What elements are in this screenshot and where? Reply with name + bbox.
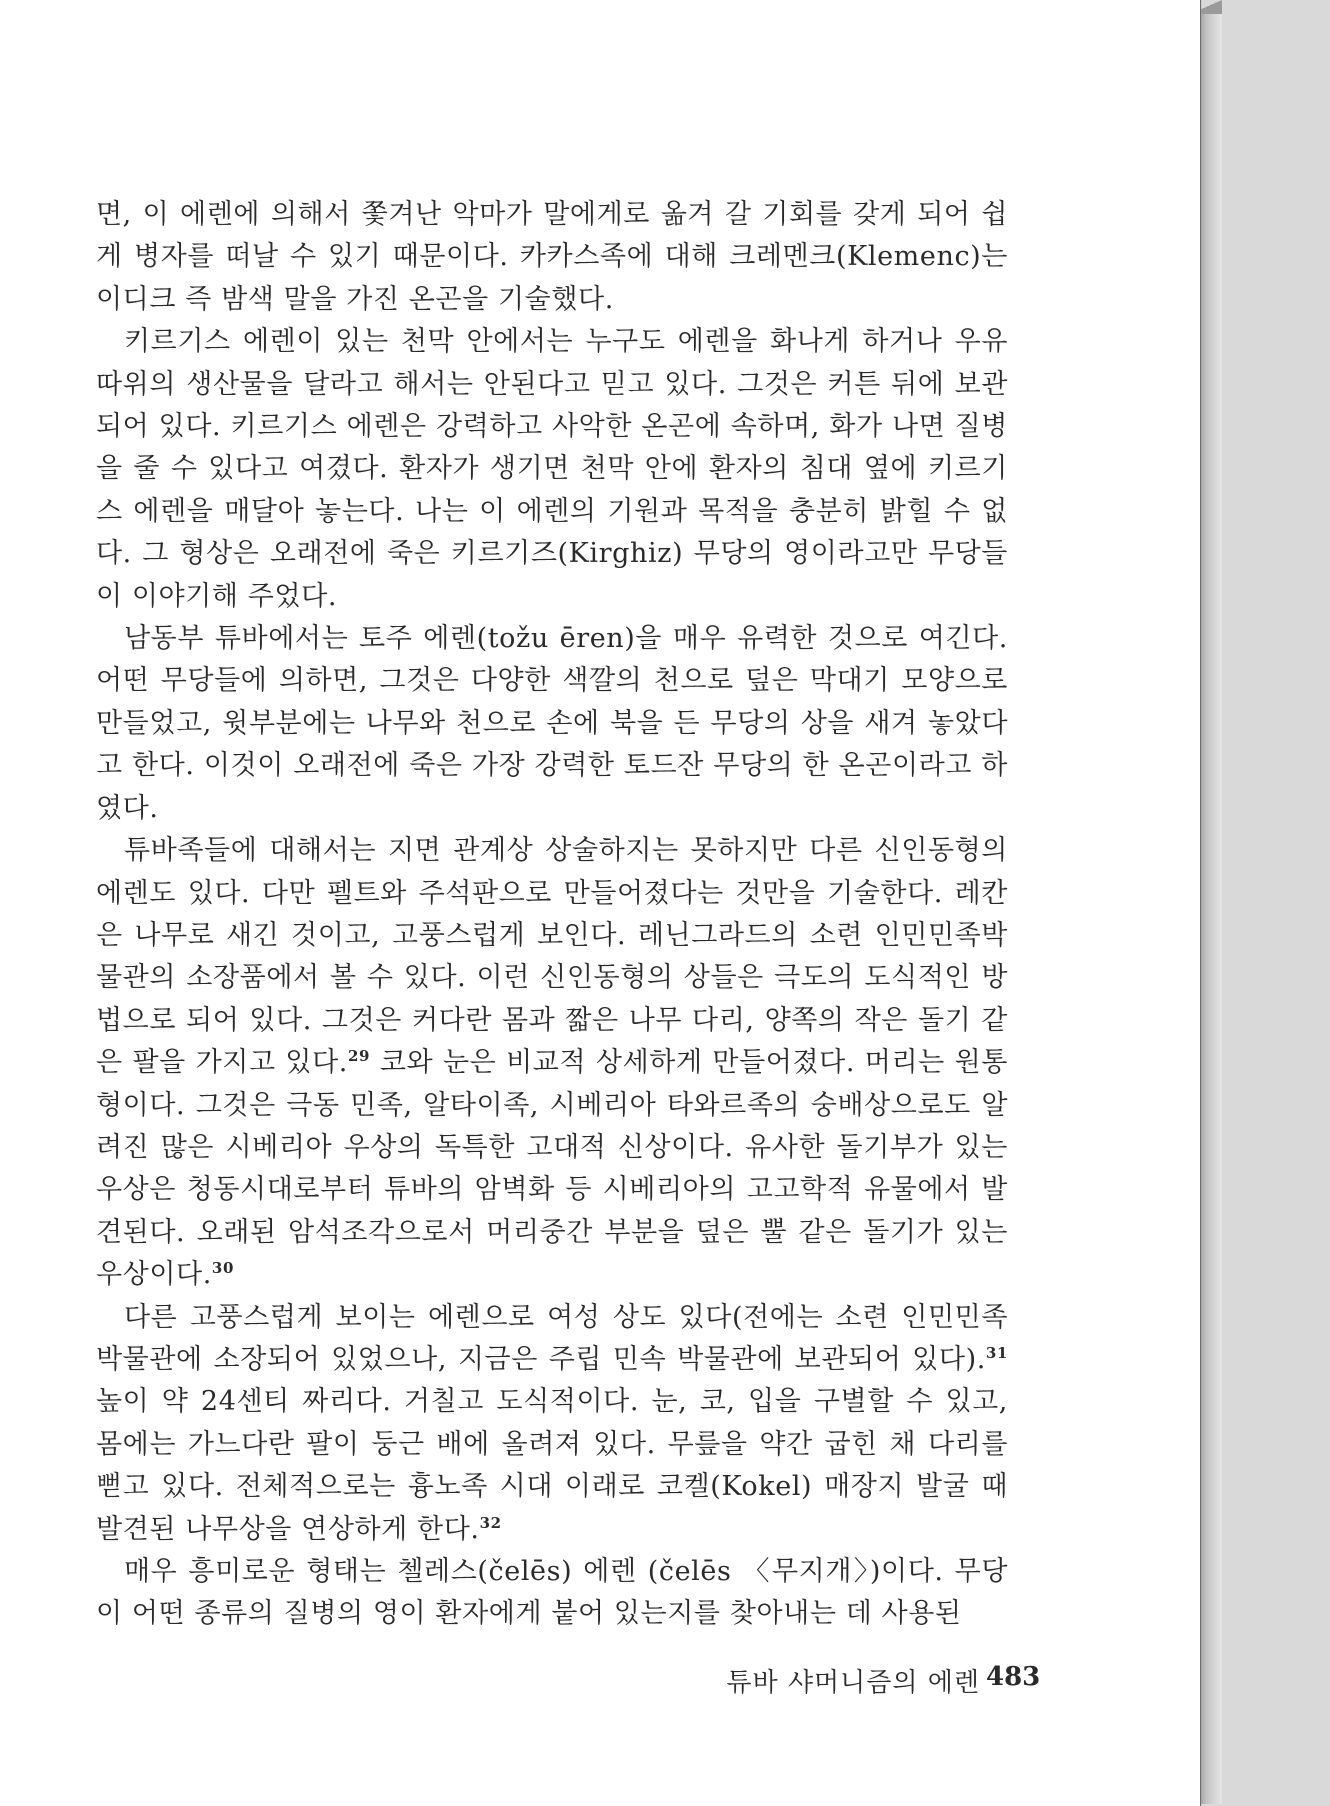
footnote-ref-32: 32 bbox=[479, 1513, 502, 1532]
paragraph-2: 키르기스 에렌이 있는 천막 안에서는 누구도 에렌을 화나게 하거나 우유 따위의 생산물을 달라고 해서는 안된다고 믿고 있다. 그것은 커튼 뒤에 보관되어 있다. 키르기스 에렌은 강력하고 사악한 온곤에 속하며, 화가 나면 질병을 줄 수 있다고 여겼다. 환자가 생기면 천막 안에 환자의 침대 옆에 키르기스 에렌을 매달아 놓는다. 나는 이 에렌의 기원과 목적을 충분히 밝힐 수 없다. 그 형상은 오래전에 죽은 키르기즈(Kirghiz) 무당의 영이라고만 무당들이 이야기해 주었다. bbox=[96, 326, 1008, 612]
footnote-ref-29: 29 bbox=[347, 1047, 371, 1066]
running-title: 튜바 샤머니즘의 에렌 bbox=[726, 1668, 980, 1698]
footnote-ref-31: 31 bbox=[985, 1343, 1008, 1362]
footnote-ref-30: 30 bbox=[211, 1259, 234, 1278]
paragraph-1: 면, 이 에렌에 의해서 쫓겨난 악마가 말에게로 옮겨 갈 기회를 갖게 되어 쉽게 병자를 떠날 수 있기 때문이다. 카카스족에 대해 크레멘크(Klemenc)는 이디크 즉 밤색 말을 가진 온곤을 기술했다. bbox=[96, 199, 1008, 315]
body-text bbox=[96, 194, 1008, 1636]
page-number: 483 bbox=[986, 1662, 1041, 1692]
paragraph-6: 매우 흥미로운 형태는 첼레스(čelēs) 에렌 (čelēs 〈무지개〉)이다. 무당이 어떤 종류의 질병의 영이 환자에게 붙어 있는지를 찾아내는 데 사용된 bbox=[96, 1556, 1008, 1630]
paragraph-4: 튜바족들에 대해서는 지면 관계상 상술하지는 못하지만 다른 신인동형의 에렌도 있다. 다만 펠트와 주석판으로 만들어졌다는 것만을 기술한다. 레칸은 나무로 새긴 것이고, 고풍스럽게 보인다. 레닌그라드의 소련 인민민족박물관의 소장품에서 볼 수 있다. 이런 신인동형의 상들은 극도의 도식적인 방법으로 되어 있다. 그것은 커다란 몸과 짧은 나무 다리, 양쪽의 작은 돌기 같은 팔을 가지고 있다.$^{29}$ 코와 눈은 비교적 상세하게 만들어졌다. 머리는 원통형이다. 그것은 극동 민족, 알타이족, 시베리아 타와르족의 숭배상으로도 알려진 많은 시베리아 우상의 독특한 고대적 신상이다. 유사한 돌기부가 있는 우상은 청동시대로부터 튜바의 암벽화 등 시베리아의 고고학적 유물에서 발견된다. 오래된 암석조각으로서 머리중간 부분을 덮은 뿔 같은 돌기가 있는 우상이다.$^{30}$ bbox=[96, 835, 1008, 1291]
paragraph-5: 다른 고풍스럽게 보이는 에렌으로 여성 상도 있다(전에는 소련 인민민족박물관에 소장되어 있었으나, 지금은 주립 민속 박물관에 보관되어 있다).$^{31}$ 높이 약 24센티 짜리다. 거칠고 도식적이다. 눈, 코, 입을 구별할 수 있고, 몸에는 가느다란 팔이 둥근 배에 올려져 있다. 무릎을 약간 굽힌 채 다리를 뻗고 있다. 전체적으로는 흉노족 시대 이래로 코켈(Kokel) 매장지 발굴 때 발견된 나무상을 연상하게 한다.$^{32}$ bbox=[96, 1301, 1008, 1545]
paragraph-3: 남동부 튜바에서는 토주 에렌(tožu ēren)을 매우 유력한 것으로 여긴다. 어떤 무당들에 의하면, 그것은 다양한 색깔의 천으로 덮은 막대기 모양으로 만들었고, 윗부분에는 나무와 천으로 손에 북을 든 무당의 상을 새겨 놓았다고 한다. 이것이 오래전에 죽은 가장 강력한 토드잔 무당의 한 온곤이라고 하였다. bbox=[96, 623, 1008, 824]
